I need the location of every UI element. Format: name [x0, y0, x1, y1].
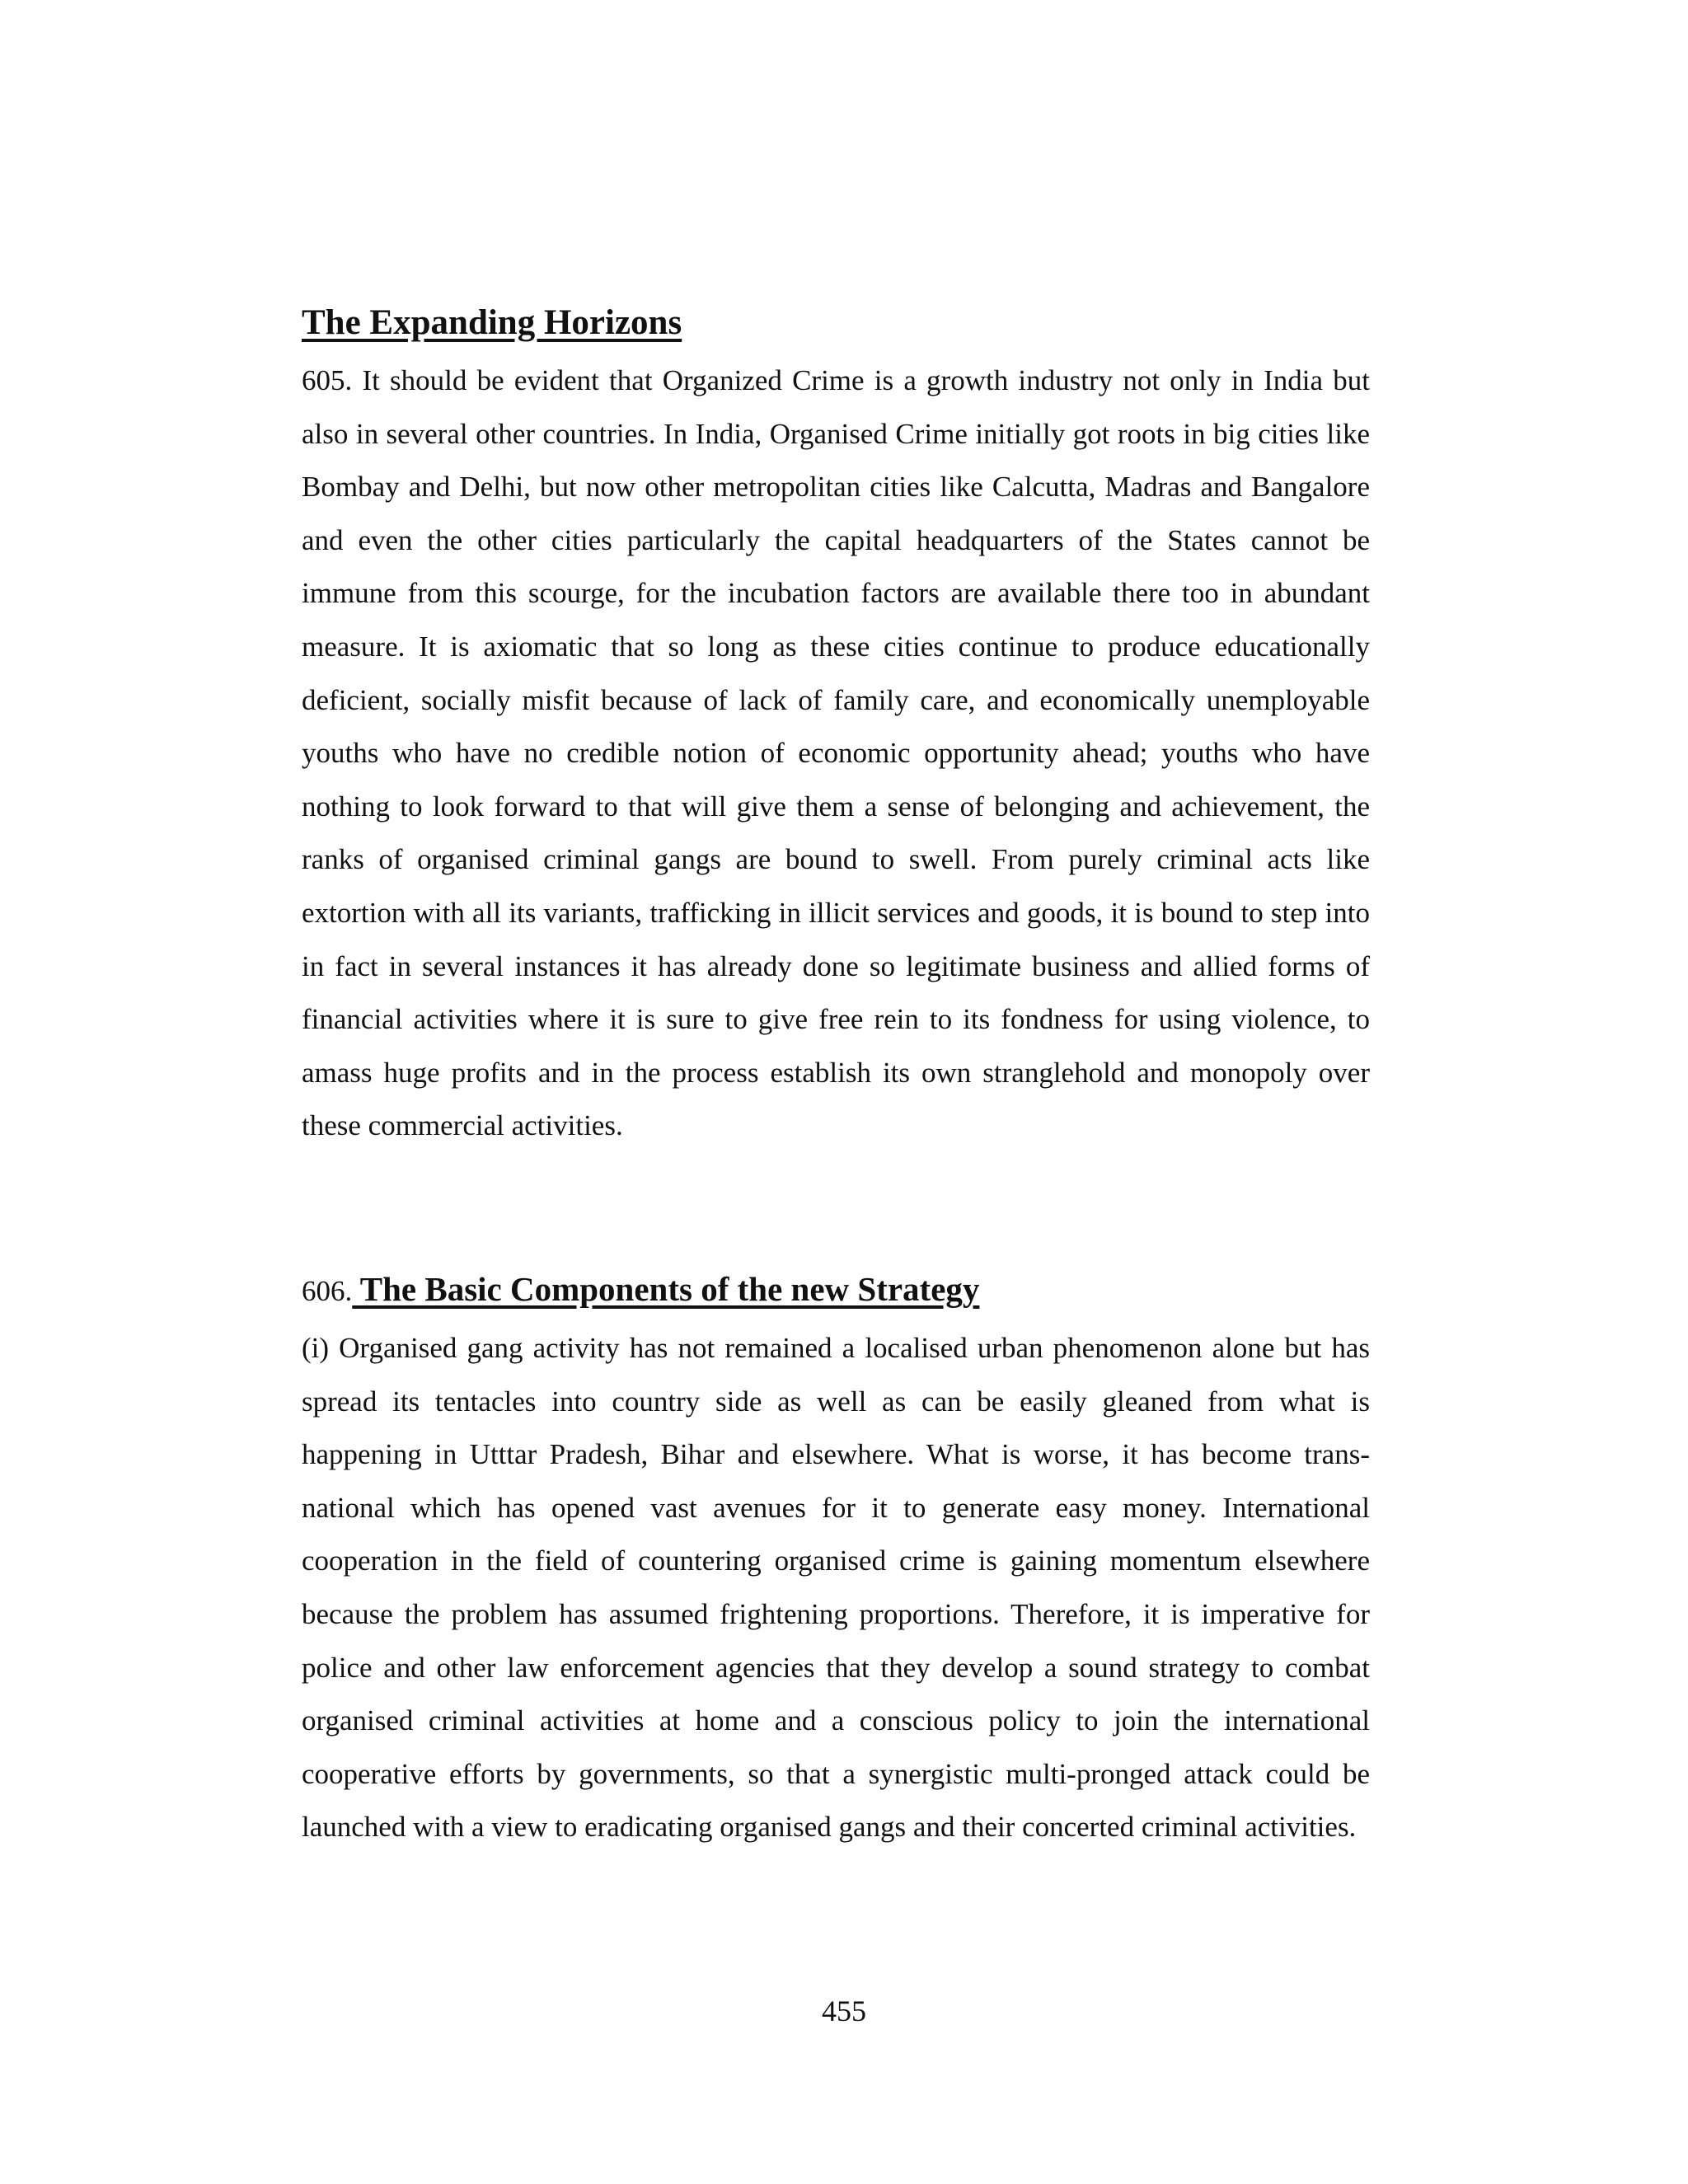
section-number-606: 606. — [302, 1275, 353, 1307]
paragraph-605: 605. It should be evident that Organized Crime is a growth industry not only in India but also in several other countries. In India, Organised Crime initially got roots in big cities like Bombay and Delhi, but now other metropolitan cities like Calcutta, Madras and Bangalore and even the other cities particularly the capital headquarters of the States cannot be immune from this scourge, for the incubation factors are available there too in abundant measure. It is axiomatic that so long as these cities continue to produce educationally deficient, socially misfit because of lack of family care, and economically unemployable youths who have no credible notion of economic opportunity ahead; youths who have nothing to look forward to that will give them a sense of belonging and achievement, the ranks of organised criminal gangs are bound to swell. From purely criminal acts like extortion with all its variants, trafficking in illicit services and goods, it is bound to step into in fact in several instances it has already done so legitimate business and allied forms of financial activities where it is sure to give free rein to its fondness for using violence, to amass huge profits and in the process establish its own stranglehold and monopoly over these commercial activities. — [302, 364, 1370, 1142]
section-heading-basic-components — [302, 1266, 979, 1315]
section-heading-expanding-horizons: The Expanding Horizons — [302, 303, 682, 342]
paragraph-606-i: (i) Organised gang activity has not remained a localised urban phenomenon alone but has spread its tentacles into country side as well as can be easily gleaned from what is happening in Utttar Pradesh, Bihar and elsewhere. What is worse, it has become trans-national which has opened vast avenues for it to generate easy money. International cooperation in the field of countering organised crime is gaining momentum elsewhere because the problem has assumed frightening proportions. Therefore, it is imperative for police and other law enforcement agencies that they develop a sound strategy to combat organised criminal activities at home and a conscious policy to join the international cooperative efforts by governments, so that a synergistic multi-pronged attack could be launched with a view to eradicating organised gangs and their concerted criminal activities. — [302, 1332, 1370, 1844]
section-title-basic-components: The Basic Components of the new Strategy — [352, 1270, 980, 1308]
page-number: 455 — [822, 1994, 866, 2027]
